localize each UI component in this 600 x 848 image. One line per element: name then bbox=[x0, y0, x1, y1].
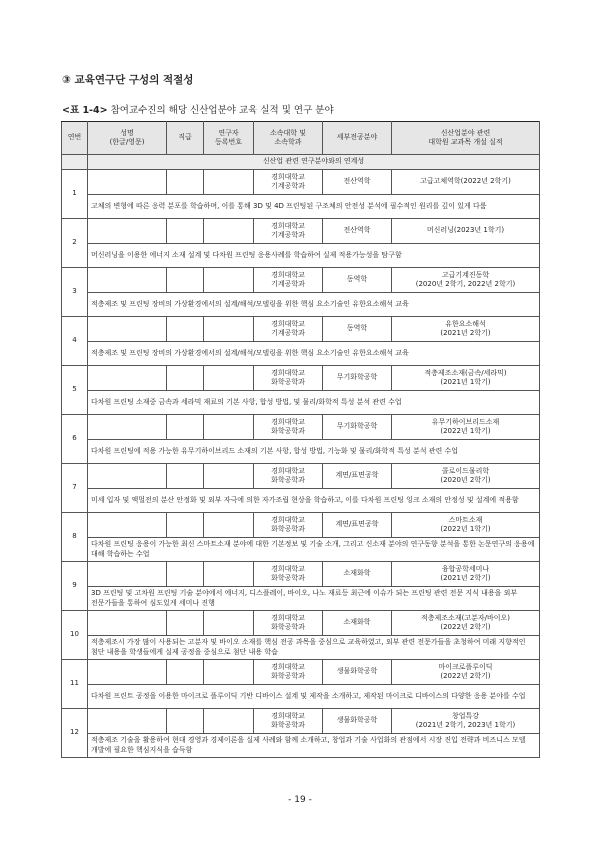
row-major: 생물화학공학 bbox=[323, 709, 392, 734]
row-research-link: 적층제조 및 프린팅 장비의 가상환경에서의 설계/해석/모델링을 위한 핵심 요소기술인 유한요소해석 교육 bbox=[88, 342, 540, 366]
table-row bbox=[62, 709, 540, 734]
row-research-link: 다차원 프린팅에 적용 가능한 유무기하이브리드 소재의 기본 사항, 합성 방법, 기능화 및 물리/화학적 특성 분석 관련 수업 bbox=[88, 440, 540, 464]
row-major: 무기화학공학 bbox=[323, 366, 392, 391]
table-subheader: 신산업 관련 연구분야와의 연계성 bbox=[88, 155, 540, 170]
row-researcher-id bbox=[204, 415, 254, 440]
row-researcher-id bbox=[204, 660, 254, 685]
row-number: 12 bbox=[62, 709, 88, 758]
row-rank bbox=[167, 366, 204, 391]
row-affiliation: 경희대학교 기계공학과 bbox=[254, 170, 323, 195]
row-courses: 콜로이드물리학 (2020년 2학기) bbox=[392, 464, 540, 489]
row-research-link: 미세 입자 및 액멀전의 분산 안정화 및 외부 자극에 의한 자가조립 현상을 학습하고, 이를 다차원 프린팅 잉크 소재의 안정성 및 설계에 적용함 bbox=[88, 489, 540, 513]
row-number: 9 bbox=[62, 562, 88, 611]
table-row bbox=[62, 170, 540, 195]
row-major: 생물화학공학 bbox=[323, 660, 392, 685]
row-rank bbox=[167, 219, 204, 244]
row-research-link: 다차원 프린트 공정을 이용한 마이크로 플루이딕 기반 디바이스 설계 및 제작을 소개하고, 제작된 마이크로 디바이스의 다양한 응용 분야를 수업 bbox=[88, 685, 540, 709]
row-courses: 고급고체역학(2022년 2학기) bbox=[392, 170, 540, 195]
table-row bbox=[62, 611, 540, 636]
row-research-link: 적층제조 및 프린팅 장비의 가상환경에서의 설계/해석/모델링을 위한 핵심 요소기술인 유한요소해석 교육 bbox=[88, 293, 540, 317]
row-name bbox=[88, 464, 167, 489]
row-rank bbox=[167, 415, 204, 440]
row-major: 동역학 bbox=[323, 317, 392, 342]
table-row-description bbox=[62, 685, 540, 709]
row-courses: 머신러닝(2023년 1학기) bbox=[392, 219, 540, 244]
header-affiliation: 소속대학 및 소속학과 bbox=[254, 122, 323, 155]
row-name bbox=[88, 268, 167, 293]
header-rank: 직급 bbox=[167, 122, 204, 155]
row-researcher-id bbox=[204, 219, 254, 244]
table-row bbox=[62, 268, 540, 293]
row-number: 6 bbox=[62, 415, 88, 464]
row-number: 10 bbox=[62, 611, 88, 660]
row-researcher-id bbox=[204, 268, 254, 293]
table-row-description bbox=[62, 440, 540, 464]
row-affiliation: 경희대학교 기계공학과 bbox=[254, 317, 323, 342]
table-row-description bbox=[62, 587, 540, 611]
table-caption bbox=[62, 102, 334, 116]
row-number: 2 bbox=[62, 219, 88, 268]
table-row-description bbox=[62, 538, 540, 562]
row-affiliation: 경희대학교 화학공학과 bbox=[254, 660, 323, 685]
row-affiliation: 경희대학교 화학공학과 bbox=[254, 611, 323, 636]
row-affiliation: 경희대학교 기계공학과 bbox=[254, 219, 323, 244]
row-rank bbox=[167, 513, 204, 538]
row-number: 11 bbox=[62, 660, 88, 709]
row-courses: 적층제조소재(고분자/바이오) (2022년 2학기) bbox=[392, 611, 540, 636]
table-body bbox=[62, 155, 540, 758]
row-rank bbox=[167, 464, 204, 489]
row-research-link: 다차원 프린팅 소재중 금속과 세라믹 재료의 기본 사항, 합성 방법, 및 물리/화학적 특성 분석 관련 수업 bbox=[88, 391, 540, 415]
row-name bbox=[88, 317, 167, 342]
header-researcher-id: 연구자 등록번호 bbox=[204, 122, 254, 155]
row-rank bbox=[167, 317, 204, 342]
table-row bbox=[62, 219, 540, 244]
row-number: 5 bbox=[62, 366, 88, 415]
row-name bbox=[88, 611, 167, 636]
row-major: 동역학 bbox=[323, 268, 392, 293]
row-rank bbox=[167, 170, 204, 195]
table-caption-text: 참여교수진의 해당 신산업분야 교육 실적 및 연구 분야 bbox=[107, 105, 334, 116]
row-affiliation: 경희대학교 화학공학과 bbox=[254, 562, 323, 587]
table-row-description bbox=[62, 636, 540, 660]
row-name bbox=[88, 709, 167, 734]
table-row bbox=[62, 513, 540, 538]
table-header-row bbox=[62, 122, 540, 155]
row-rank bbox=[167, 611, 204, 636]
header-no: 연번 bbox=[62, 122, 88, 155]
row-research-link: 적층제조 기술을 활용하여 현대 경영과 경제이론을 실제 사례와 함께 소개하고, 창업과 기술 사업화의 관점에서 시장 진입 전략과 비즈니스 모델 개발에 필요한 핵심지식을 습득함 bbox=[88, 734, 540, 758]
table-subheader-row bbox=[62, 155, 540, 170]
row-researcher-id bbox=[204, 562, 254, 587]
row-courses: 유한요소해석 (2021년 2학기) bbox=[392, 317, 540, 342]
row-rank bbox=[167, 562, 204, 587]
table-row-description bbox=[62, 489, 540, 513]
row-researcher-id bbox=[204, 366, 254, 391]
row-researcher-id bbox=[204, 709, 254, 734]
row-major: 무기화학공학 bbox=[323, 415, 392, 440]
row-name bbox=[88, 415, 167, 440]
faculty-table bbox=[61, 121, 540, 758]
row-name bbox=[88, 170, 167, 195]
table-row bbox=[62, 415, 540, 440]
table-row bbox=[62, 366, 540, 391]
table-row-description bbox=[62, 195, 540, 219]
table-row-description bbox=[62, 391, 540, 415]
section-heading: ③ 교육연구단 구성의 적절성 bbox=[62, 74, 194, 86]
header-name: 성명 (한글/영문) bbox=[88, 122, 167, 155]
row-rank bbox=[167, 660, 204, 685]
header-major: 세부전공분야 bbox=[323, 122, 392, 155]
row-affiliation: 경희대학교 화학공학과 bbox=[254, 709, 323, 734]
row-researcher-id bbox=[204, 317, 254, 342]
row-major: 계면/표면공학 bbox=[323, 513, 392, 538]
row-courses: 유무기하이브리드소재 (2022년 1학기) bbox=[392, 415, 540, 440]
table-row-description bbox=[62, 342, 540, 366]
row-courses: 고급기계진동학 (2020년 2학기, 2022년 2학기) bbox=[392, 268, 540, 293]
table-row bbox=[62, 464, 540, 489]
row-major: 소재화학 bbox=[323, 611, 392, 636]
table-row-description bbox=[62, 734, 540, 758]
row-affiliation: 경희대학교 화학공학과 bbox=[254, 415, 323, 440]
row-rank bbox=[167, 709, 204, 734]
row-affiliation: 경희대학교 화학공학과 bbox=[254, 366, 323, 391]
header-courses: 신산업분야 관련 대학원 교과목 개설 실적 bbox=[392, 122, 540, 155]
table-caption-label: <표 1-4> bbox=[62, 105, 108, 116]
row-courses: 창업특강 (2021년 2학기, 2023년 1학기) bbox=[392, 709, 540, 734]
row-name bbox=[88, 562, 167, 587]
row-courses: 적층제조소재(금속/세라믹) (2021년 1학기) bbox=[392, 366, 540, 391]
table-row-description bbox=[62, 293, 540, 317]
table-row bbox=[62, 562, 540, 587]
row-name bbox=[88, 219, 167, 244]
row-name bbox=[88, 513, 167, 538]
row-number: 3 bbox=[62, 268, 88, 317]
table-row bbox=[62, 317, 540, 342]
row-researcher-id bbox=[204, 170, 254, 195]
row-number: 1 bbox=[62, 170, 88, 219]
row-researcher-id bbox=[204, 611, 254, 636]
row-name bbox=[88, 660, 167, 685]
row-courses: 스마트소재 (2022년 1학기) bbox=[392, 513, 540, 538]
table-row bbox=[62, 660, 540, 685]
row-courses: 마이크로플루이딕 (2022년 2학기) bbox=[392, 660, 540, 685]
subheader-spacer bbox=[62, 155, 88, 170]
row-affiliation: 경희대학교 화학공학과 bbox=[254, 513, 323, 538]
row-number: 4 bbox=[62, 317, 88, 366]
row-major: 전산역학 bbox=[323, 170, 392, 195]
row-number: 7 bbox=[62, 464, 88, 513]
row-research-link: 적층제조시 가장 많이 사용되는 고분자 및 바이오 소재를 핵심 전공 과목을 중심으로 교육하였고, 외부 관련 전문가들을 초청하여 미래 지향적인 첨단 내용을 학생들에게 실제 공정을 중심으로 첨단 내용 학습 bbox=[88, 636, 540, 660]
row-research-link: 고체의 변형에 따른 응력 분포를 학습하며, 이를 통해 3D 및 4D 프린팅된 구조체의 안전성 분석에 필수적인 원리를 깊이 있게 다룸 bbox=[88, 195, 540, 219]
row-research-link: 다차원 프린팅 응용이 가능한 최신 스마트소재 분야에 대한 기본정보 및 기술 소개, 그리고 신소재 분야의 연구동향 분석을 통한 논문연구의 응용에 대해 학습하는 수업 bbox=[88, 538, 540, 562]
row-affiliation: 경희대학교 화학공학과 bbox=[254, 464, 323, 489]
row-researcher-id bbox=[204, 464, 254, 489]
row-researcher-id bbox=[204, 513, 254, 538]
row-rank bbox=[167, 268, 204, 293]
row-name bbox=[88, 366, 167, 391]
row-major: 소재화학 bbox=[323, 562, 392, 587]
row-number: 8 bbox=[62, 513, 88, 562]
row-research-link: 3D 프린팅 및 고차원 프린팅 기술 분야에서 에너지, 디스플레이, 바이오, 나노 재료등 최근에 이슈가 되는 프린팅 관련 전문 지식 내용을 외부 전문가들을 통하여 심도있게 세미나 진행 bbox=[88, 587, 540, 611]
page-number: - 19 - bbox=[288, 795, 312, 805]
row-courses: 융합공학세미나 (2021년 2학기) bbox=[392, 562, 540, 587]
table-row-description bbox=[62, 244, 540, 268]
row-research-link: 머신러닝을 이용한 에너지 소재 설계 및 다차원 프린팅 응용사례를 학습하여 실제 적용가능성을 탐구함 bbox=[88, 244, 540, 268]
row-major: 계면/표면공학 bbox=[323, 464, 392, 489]
row-affiliation: 경희대학교 기계공학과 bbox=[254, 268, 323, 293]
row-major: 전산역학 bbox=[323, 219, 392, 244]
